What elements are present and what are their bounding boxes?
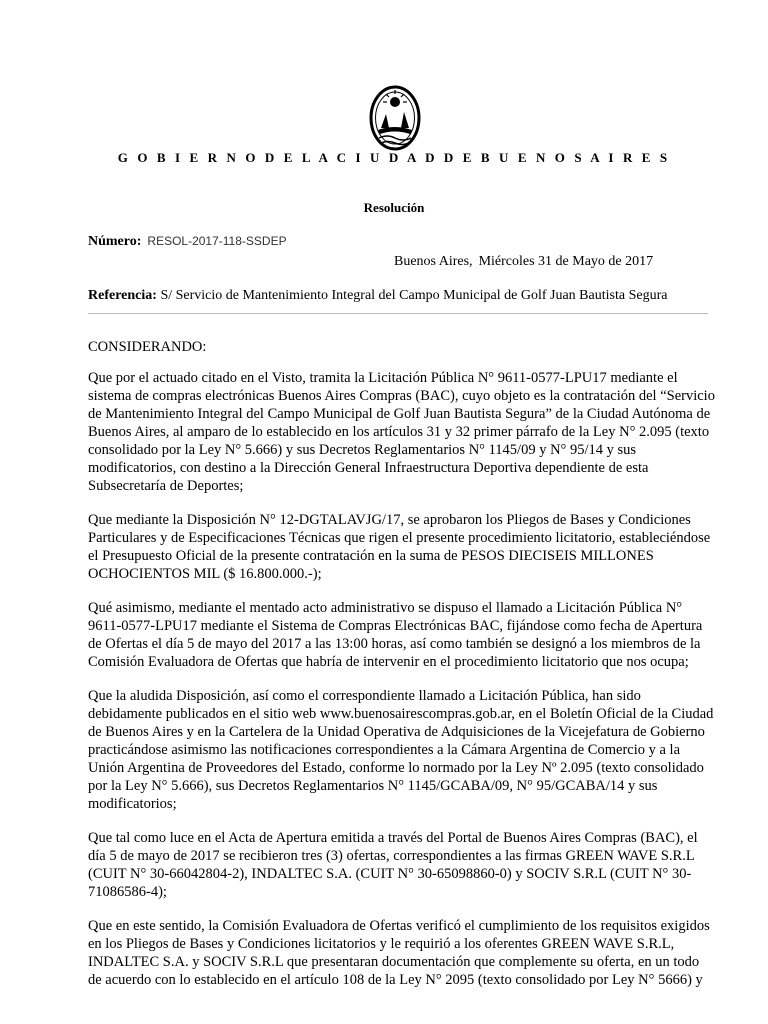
paragraph-line: Buenos Aires, al amparo de lo establecido en los artículos 31 y 32 primer párrafo de la Ley N° 2.095 (texto: [88, 424, 710, 440]
paragraph-line: por la Ley N° 5.666), sus Decretos Reglamentarios N° 1145/GCABA/09, N° 95/GCABA/14 y sus: [88, 778, 658, 794]
paragraph-line: Que mediante la Disposición N° 12-DGTALAVJG/17, se aprobaron los Pliegos de Bases y Condiciones: [88, 512, 691, 528]
paragraph: [88, 599, 720, 671]
referencia-row: [88, 288, 667, 304]
document-body: [88, 369, 720, 1005]
numero-value: RESOL-2017-118-SSDEP: [147, 234, 287, 248]
paragraph-line: OCHOCIENTOS MIL ($ 16.800.000.-);: [88, 566, 322, 582]
referencia-text: S/ Servicio de Mantenimiento Integral del Campo Municipal de Golf Juan Bautista Segura: [160, 288, 668, 303]
paragraph: [88, 917, 720, 989]
paragraph: [88, 369, 720, 495]
paragraph-line: de Mantenimiento Integral del Campo Municipal de Golf Juan Bautista Segura” de la Ciudad Autónoma de: [88, 406, 711, 422]
paragraph-line: de Ofertas el día 5 de mayo del 2017 a las 13:00 horas, así como también se designó a los miembros de la: [88, 636, 701, 652]
paragraph-line: (CUIT N° 30-66042804-2), INDALTEC S.A. (CUIT N° 30-65098860-0) y SOCIV S.R.L (CUIT N° 30-: [88, 866, 692, 882]
paragraph-line: de Buenos Aires y en la Cartelera de la Unidad Operativa de Adquisiciones de la Vicejefatura de Gobierno: [88, 724, 705, 740]
paragraph-line: 9611-0577-LPU17 mediante el Sistema de Compras Electrónicas BAC, fijándose como fecha de Apertura: [88, 618, 703, 634]
paragraph-line: día 5 de mayo de 2017 se recibieron tres (3) ofertas, correspondientes a las firmas GREEN WAVE S.R.L: [88, 848, 695, 864]
date-row: [394, 254, 653, 270]
document-title: Resolución: [363, 200, 425, 215]
numero-row: [88, 234, 287, 250]
paragraph: [88, 829, 720, 901]
paragraph-line: Que por el actuado citado en el Visto, tramita la Licitación Pública N° 9611-0577-LPU17 mediante el: [88, 370, 678, 386]
paragraph-line: sistema de compras electrónicas Buenos Aires Compras (BAC), cuyo objeto es la contratación del “Servicio: [88, 388, 715, 404]
city-label: Buenos Aires,: [394, 254, 473, 269]
paragraph-line: Subsecretaría de Deportes;: [88, 478, 244, 494]
considerando-heading: CONSIDERANDO:: [88, 339, 207, 355]
paragraph-line: Que la aludida Disposición, así como el correspondiente llamado a Licitación Pública, han sido: [88, 688, 641, 704]
paragraph-line: practicándose asimismo las notificaciones correspondientes a la Cámara Argentina de Comercio y a la: [88, 742, 681, 758]
header-divider: [88, 313, 708, 314]
paragraph-line: Unión Argentina de Proveedores del Estado, conforme lo normado por la Ley Nº 2.095 (texto consolidado: [88, 760, 704, 776]
paragraph-line: modificatorios;: [88, 796, 177, 812]
government-header: G O B I E R N O D E L A C I U D A D D E B U E N O S A I R E S: [117, 150, 671, 165]
paragraph-line: modificatorios, con destino a la Dirección General Infraestructura Deportiva dependiente de esta: [88, 460, 649, 476]
paragraph-line: Particulares y de Especificaciones Técnicas que rigen el presente procedimiento licitatorio, estableciéndose: [88, 530, 711, 546]
numero-label: Número:: [88, 234, 142, 249]
paragraph-line: Qué asimismo, mediante el mentado acto administrativo se dispuso el llamado a Licitación Pública N°: [88, 600, 683, 616]
paragraph-line: consolidado por la Ley N° 5.666) y sus Decretos Reglamentarios N° 1145/09 y N° 95/14 y sus: [88, 442, 637, 458]
city-seal-icon: [369, 84, 421, 152]
paragraph-line: debidamente publicados en el sitio web www.buenosairescompras.gob.ar, en el Boletín Oficial de la Ciudad: [88, 706, 714, 722]
paragraph-line: el Presupuesto Oficial de la presente contratación en la suma de PESOS DIECISEIS MILLONES: [88, 548, 654, 564]
referencia-label: Referencia:: [88, 288, 157, 303]
paragraph-line: de acuerdo con lo establecido en el artículo 108 de la Ley N° 2095 (texto consolidado por Ley N° 5666) y: [88, 972, 703, 988]
paragraph-line: Que en este sentido, la Comisión Evaluadora de Ofertas verificó el cumplimiento de los requisitos exigidos: [88, 918, 710, 934]
paragraph-line: Comisión Evaluadora de Ofertas que habría de intervenir en el procedimiento licitatorio que nos ocupa;: [88, 654, 689, 670]
paragraph-line: Que tal como luce en el Acta de Apertura emitida a través del Portal de Buenos Aires Compras (BAC), el: [88, 830, 698, 846]
paragraph-line: en los Pliegos de Bases y Condiciones licitatorios y le requirió a los oferentes GREEN WAVE S.R.L,: [88, 936, 675, 952]
date-value: Miércoles 31 de Mayo de 2017: [478, 254, 654, 269]
paragraph: [88, 687, 720, 813]
paragraph: [88, 511, 720, 583]
paragraph-line: INDALTEC S.A. y SOCIV S.R.L que presentaran documentación que complemente su oferta, en un todo: [88, 954, 700, 970]
paragraph-line: 71086586-4);: [88, 884, 167, 900]
